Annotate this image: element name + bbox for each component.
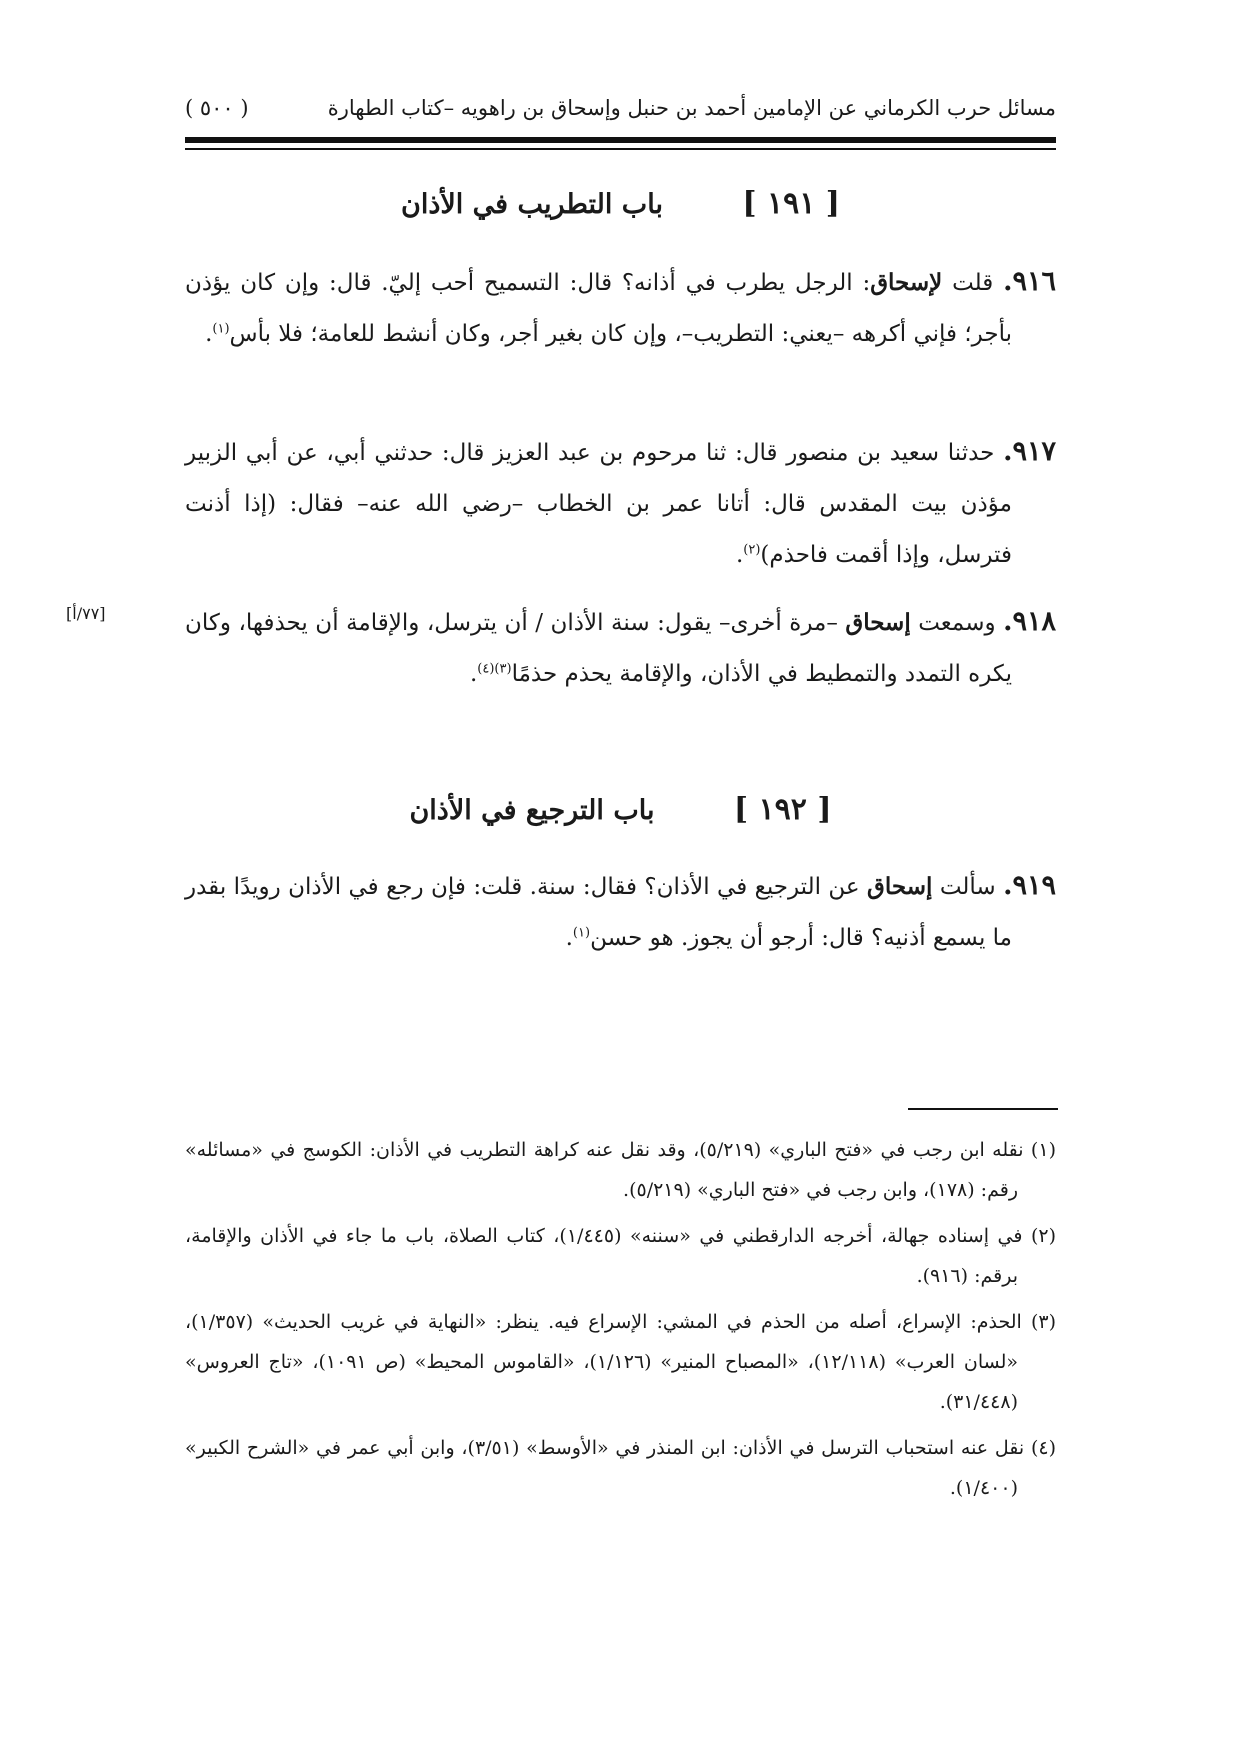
paragraph-text: : الرجل يطرب في أذانه؟ قال: التسميح أحب إليّ. قال: وإن كان يؤذن بأجر؛ فإني أكرهه –يعني: التطريب–، وإن كان بغير أجر، وكان أنشط للعامة؛ فلا بأس — [185, 270, 1012, 347]
chapter-title: باب التطريب في الأذان — [400, 189, 663, 220]
paragraph-number: ٩١٦. — [1003, 266, 1057, 297]
paragraph-end: . — [735, 542, 744, 568]
header-rule-thin — [185, 148, 1056, 150]
paragraph — [185, 256, 1056, 360]
chapter-heading — [185, 186, 1056, 221]
paragraph-text: –مرة أخرى– يقول: سنة الأذان / أن يترسل، والإقامة أن يحذفها، وكان يكره التمدد والتمطيط في الأذان، والإقامة يحذم حذمًا — [185, 610, 1012, 687]
footnotes — [185, 1130, 1056, 1514]
paragraph-lead: وسمعت — [918, 610, 996, 636]
paragraph-end: . — [469, 661, 478, 687]
paragraph-end: . — [205, 321, 213, 347]
paragraph — [185, 596, 1056, 700]
name-highlight: لإسحاق — [870, 269, 943, 296]
header-title: مسائل حرب الكرماني عن الإمامين أحمد بن حنبل وإسحاق بن راهويه –كتاب الطهارة — [327, 96, 1056, 120]
chapter-title: باب الترجيع في الأذان — [409, 795, 655, 826]
footnote: (١) نقله ابن رجب في «فتح الباري» (٥/٢١٩)، وقد نقل عنه كراهة التطريب في الأذان: الكوسج في «مسائله» رقم: (١٧٨)، وابن رجب في «فتح الباري» (٥/٢١٩). — [185, 1139, 1056, 1201]
paragraph — [185, 860, 1056, 964]
footnote-ref: (٣)(٤) — [477, 661, 512, 677]
name-highlight: إسحاق — [867, 873, 933, 900]
paragraph-text: عن الترجيع في الأذان؟ فقال: سنة. قلت: فإن رجع في الأذان رويدًا بقدر ما يسمع أذنيه؟ قال: أرجو أن يجوز. هو حسن — [185, 874, 1012, 951]
paragraph — [185, 426, 1056, 581]
chapter-heading — [185, 792, 1056, 827]
footnote: (٣) الحذم: الإسراع، أصله من الحذم في المشي: الإسراع فيه. ينظر: «النهاية في غريب الحديث» (١/٣٥٧)، «لسان العرب» (١٢/١١٨)، «المصباح المنير» (١/١٢٦)، «القاموس المحيط» (ص ١٠٩١)، «تاج العروس» (٣١/٤٤٨). — [185, 1311, 1056, 1413]
footnote-ref: (١) — [212, 321, 230, 337]
running-header — [185, 88, 1056, 128]
margin-folio-note: [٧٧/أ] — [66, 604, 106, 623]
footnote-ref: (١) — [572, 925, 591, 941]
footnote: (٤) نقل عنه استحباب الترسل في الأذان: ابن المنذر في «الأوسط» (٣/٥١)، وابن أبي عمر في «الشرح الكبير» (١/٤٠٠). — [185, 1437, 1056, 1499]
page-number: ( ٥٠٠ ) — [185, 96, 249, 120]
footnote-separator — [908, 1108, 1058, 1110]
paragraph-number: ٩١٨. — [1003, 606, 1056, 637]
paragraph-number: ٩١٩. — [1003, 870, 1057, 901]
chapter-number: [ ١٩٢ ] — [733, 792, 832, 827]
name-highlight: إسحاق — [845, 609, 911, 636]
paragraph-lead: قلت — [952, 270, 994, 296]
paragraph-text: حدثنا سعيد بن منصور قال: ثنا مرحوم بن عبد العزيز قال: حدثني أبي، عن أبي الزبير مؤذن بيت المقدس قال: أتانا عمر بن الخطاب –رضي الله عنه– فقال: (إذا أذنت فترسل، وإذا أقمت فاحذم) — [185, 440, 1012, 568]
paragraph-end: . — [565, 925, 573, 951]
paragraph-lead: سألت — [939, 874, 996, 900]
chapter-number: [ ١٩١ ] — [742, 186, 840, 221]
footnote: (٢) في إسناده جهالة، أخرجه الدارقطني في «سننه» (١/٤٤٥)، كتاب الصلاة، باب ما جاء في الأذان والإقامة، برقم: (٩١٦). — [185, 1225, 1056, 1287]
footnote-ref: (٢) — [743, 542, 761, 558]
paragraph-number: ٩١٧. — [1003, 436, 1057, 467]
header-rule-thick — [185, 137, 1056, 143]
